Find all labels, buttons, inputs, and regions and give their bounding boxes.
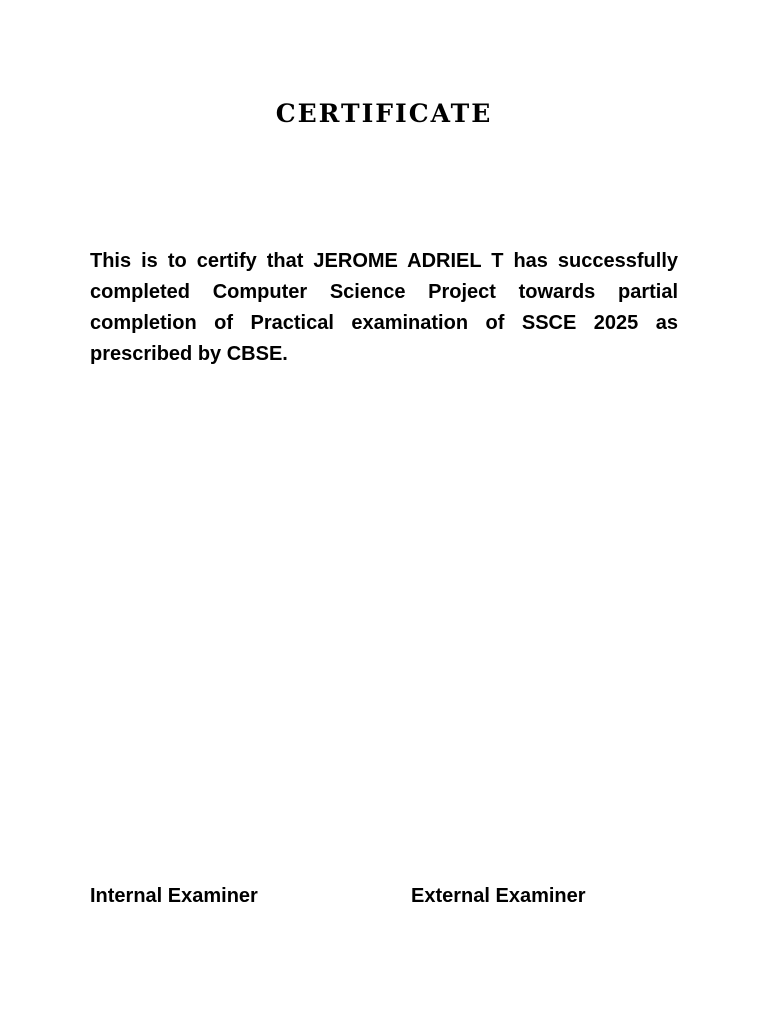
internal-examiner-label: Internal Examiner [90, 885, 258, 907]
external-examiner-label: External Examiner [411, 885, 586, 907]
certificate-title: CERTIFICATE [275, 99, 493, 128]
certificate-body-text: This is to certify that JEROME ADRIEL T has successfully completed Computer Science Project towards partial completion of Practical examination of SSCE 2025 as prescribed by CBSE. [90, 250, 678, 365]
